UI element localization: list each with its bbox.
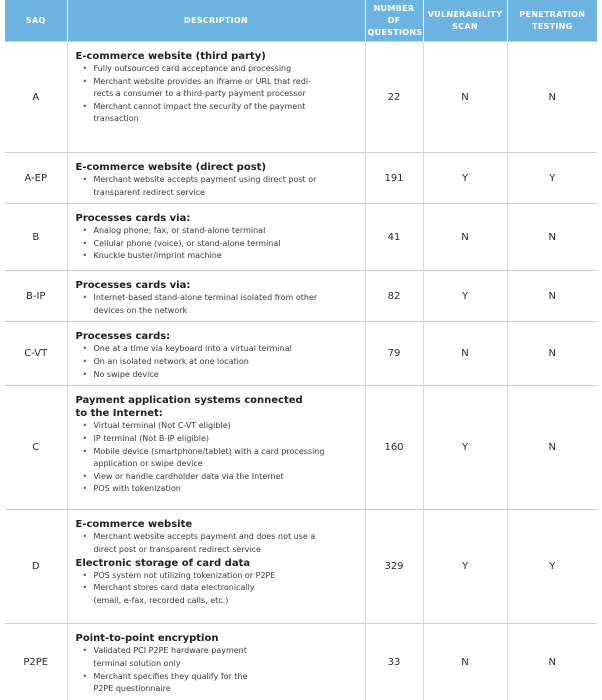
saq-cell: A <box>5 42 67 153</box>
penetration-testing-cell: N <box>507 386 597 510</box>
description-cell <box>67 386 365 510</box>
penetration-testing-cell: N <box>507 204 597 271</box>
bullet-item <box>94 471 359 484</box>
bullet-line: (email, e-fax, recorded calls, etc.) <box>93 595 229 605</box>
penetration-testing-cell: N <box>507 322 597 386</box>
penetration-testing-cell: Y <box>507 510 597 624</box>
bullet-line: • Merchant website accepts payment and does not use a <box>93 532 316 542</box>
header-vulnerability-scan: VULNERABILITY SCAN <box>423 0 507 42</box>
table-row <box>5 42 597 153</box>
description-heading: Processes cards: <box>75 331 171 343</box>
bullet-line: P2PE questionnaire <box>93 684 171 694</box>
description-heading: E-commerce website (third party) <box>75 51 266 62</box>
bullet-list <box>76 420 359 496</box>
bullet-list <box>76 225 359 263</box>
bullet-item <box>94 582 359 607</box>
table-row <box>5 322 597 386</box>
bullet-line: direct post or transparent redirect service <box>93 544 261 554</box>
bullet-item <box>94 671 359 696</box>
saq-table <box>5 0 597 700</box>
description-heading: Point-to-point encryption <box>75 633 219 645</box>
vulnerability-scan-cell: Y <box>423 510 507 624</box>
number-of-questions-cell: 41 <box>365 204 423 271</box>
number-of-questions-cell: 191 <box>365 153 423 204</box>
description-heading: E-commerce website <box>75 519 193 531</box>
penetration-testing-cell: N <box>507 42 597 153</box>
description-heading: Processes cards via: <box>75 213 191 225</box>
number-of-questions-cell: 33 <box>365 624 423 700</box>
bullet-line: • One at a time via keyboard into a virtual terminal <box>93 344 292 354</box>
description-cell <box>67 271 365 322</box>
saq-cell: C-VT <box>5 322 67 386</box>
vulnerability-scan-cell: N <box>423 624 507 700</box>
description-cell <box>67 322 365 386</box>
penetration-testing-cell: N <box>507 271 597 322</box>
bullet-line: • Merchant cannot impact the security of the payment <box>93 101 306 111</box>
bullet-item <box>94 483 359 496</box>
number-of-questions-cell: 329 <box>365 510 423 624</box>
bullet-line: transparent redirect service <box>93 187 205 197</box>
penetration-testing-cell: Y <box>507 153 597 204</box>
bullet-item <box>94 101 359 126</box>
bullet-line: • POS with tokenization <box>93 484 181 494</box>
description-cell <box>67 42 365 153</box>
bullet-line: • Cellular phone (voice), or stand-alone terminal <box>93 238 281 248</box>
table-row <box>5 271 597 322</box>
bullet-list <box>76 570 359 608</box>
description-heading: to the Internet: <box>75 408 163 420</box>
bullet-list <box>76 63 359 126</box>
bullet-line: application or swipe device <box>93 459 203 469</box>
header-number-of-questions: NUMBER OF QUESTIONS <box>365 0 423 42</box>
description-cell <box>67 204 365 271</box>
bullet-line: • Analog phone, fax, or stand-alone terminal <box>93 226 266 236</box>
bullet-item <box>94 645 359 670</box>
saq-cell: P2PE <box>5 624 67 700</box>
description-cell <box>67 624 365 700</box>
bullet-item <box>94 174 359 199</box>
vulnerability-scan-cell: Y <box>423 153 507 204</box>
header-saq: SAQ <box>5 0 67 42</box>
bullet-item <box>94 225 359 238</box>
bullet-list <box>76 531 359 556</box>
number-of-questions-cell: 79 <box>365 322 423 386</box>
bullet-list <box>76 645 359 695</box>
bullet-line: terminal solution only <box>93 658 181 668</box>
table-row <box>5 386 597 510</box>
number-of-questions-cell: 22 <box>365 42 423 153</box>
bullet-list <box>76 343 359 381</box>
bullet-list <box>76 174 359 199</box>
table-row <box>5 153 597 204</box>
bullet-item <box>94 292 359 317</box>
bullet-line: • Virtual terminal (Not C-VT eligible) <box>93 421 231 431</box>
table-row <box>5 204 597 271</box>
bullet-item <box>94 570 359 583</box>
bullet-line: • View or handle cardholder data via the Internet <box>93 471 284 481</box>
bullet-line: • POS system not utilizing tokenization or P2PE <box>93 570 276 580</box>
bullet-item <box>94 343 359 356</box>
bullet-item <box>94 420 359 433</box>
saq-cell: B <box>5 204 67 271</box>
description-heading: Processes cards via: <box>75 280 191 292</box>
bullet-line: • Merchant website accepts payment using direct post or <box>93 175 317 184</box>
bullet-item <box>94 433 359 446</box>
bullet-line: • Knuckle buster/imprint machine <box>93 251 222 261</box>
header-row <box>5 0 597 42</box>
bullet-item <box>94 250 359 263</box>
penetration-testing-cell: N <box>507 624 597 700</box>
table-row <box>5 510 597 624</box>
bullet-list <box>76 292 359 317</box>
bullet-line: transaction <box>93 114 139 124</box>
vulnerability-scan-cell: N <box>423 42 507 153</box>
bullet-line: • Validated PCI P2PE hardware payment <box>93 646 247 656</box>
number-of-questions-cell: 82 <box>365 271 423 322</box>
bullet-line: • On an isolated network at one location <box>93 356 249 366</box>
bullet-item <box>94 369 359 382</box>
description-cell <box>67 153 365 204</box>
bullet-line: rects a consumer to a third-party payment processor <box>93 89 306 99</box>
table-row <box>5 624 597 700</box>
vulnerability-scan-cell: Y <box>423 271 507 322</box>
number-of-questions-cell: 160 <box>365 386 423 510</box>
bullet-line: devices on the network <box>93 305 188 315</box>
description-heading: Payment application systems connected <box>75 395 303 407</box>
saq-cell: B-IP <box>5 271 67 322</box>
bullet-line: • No swipe device <box>93 369 159 379</box>
saq-cell: A-EP <box>5 153 67 204</box>
vulnerability-scan-cell: N <box>423 204 507 271</box>
bullet-item <box>94 356 359 369</box>
vulnerability-scan-cell: Y <box>423 386 507 510</box>
bullet-item <box>94 63 359 76</box>
bullet-item <box>94 446 359 471</box>
bullet-item <box>94 76 359 101</box>
bullet-line: • Merchant stores card data electronically <box>93 583 255 593</box>
bullet-item <box>94 238 359 251</box>
description-heading: E-commerce website (direct post) <box>75 162 267 173</box>
description-cell <box>67 510 365 624</box>
description-heading: Electronic storage of card data <box>75 557 251 569</box>
bullet-line: • Merchant specifies they qualify for the <box>93 671 248 681</box>
vulnerability-scan-cell: N <box>423 322 507 386</box>
saq-cell: C <box>5 386 67 510</box>
bullet-line: • Internet-based stand-alone terminal isolated from other <box>93 293 318 303</box>
bullet-item <box>94 531 359 556</box>
header-description: DESCRIPTION <box>67 0 365 42</box>
header-penetration-testing: PENETRATION TESTING <box>507 0 597 42</box>
saq-cell: D <box>5 510 67 624</box>
bullet-line: • Merchant website provides an iframe or URL that redi- <box>93 76 312 86</box>
bullet-line: • IP terminal (Not B-IP eligible) <box>93 433 209 443</box>
bullet-line: • Mobile device (smartphone/tablet) with a card processing <box>93 446 325 456</box>
bullet-line: • Fully outsourced card acceptance and processing <box>93 64 292 73</box>
